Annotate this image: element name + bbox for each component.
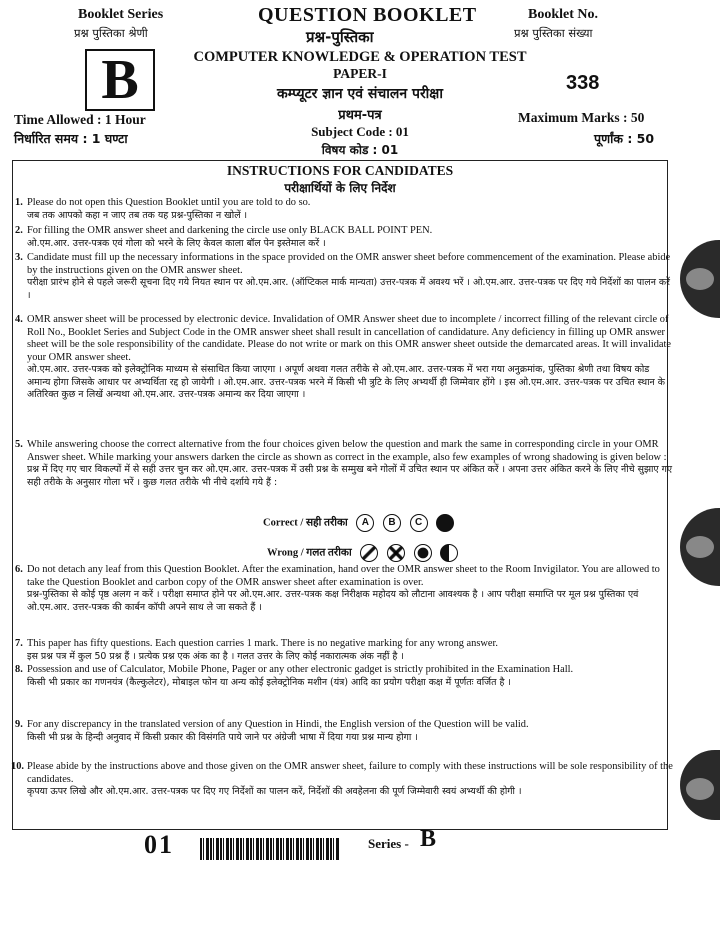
instruction-number: 5.	[15, 439, 23, 450]
barcode	[200, 838, 340, 860]
circle-option-a: A	[356, 514, 374, 532]
instruction-item	[15, 225, 673, 250]
instruction-text: While answering choose the correct alternative from the four choices given below the question and mark the same in corresponding circle in your OMR Answer sheet. While marking your answers darken the circle as shown as correct in the example, also few examples of wrong shadowing is given below :	[27, 439, 667, 463]
test-name-hindi: कम्प्यूटर ज्ञान एवं संचालन परीक्षा	[277, 86, 443, 102]
instruction-text-hindi: प्रश्न में दिए गए चार विकल्पों में से सही उत्तर चुन कर ओ.एम.आर. उत्तर-पत्रक में उसी प्रश्न के सम्मुख बने गोलों में उचित स्थान पर अंकित करें । अपना उत्तर अंकित करने के लिए नीचे सुझाए गए सही तरीके के अनुसार गोला भरें । कुछ गलत तरीके भी नीचे दर्शाये गये हैं :	[27, 464, 673, 488]
instruction-text: Possession and use of Calculator, Mobile Phone, Pager or any other electronic gadget is strictly prohibited in the Examination Hall.	[27, 664, 574, 675]
instruction-text: Do not detach any leaf from this Question Booklet. After the examination, hand over the OMR answer sheet to the Room Invigilator. You are allowed to take the Question Booklet and carbon copy of the OMR answer sheet after examination is over.	[27, 564, 660, 588]
instruction-item	[15, 439, 673, 489]
instruction-number: 4.	[15, 314, 23, 325]
maximum-marks-hindi: पूर्णांक : 50	[594, 131, 655, 146]
instruction-text-hindi: जब तक आपको कहा न जाए तब तक यह प्रश्न-पुस्तिका न खोलें ।	[27, 209, 248, 221]
instruction-text: This paper has fifty questions. Each question carries 1 mark. There is no negative marking for any wrong answer.	[27, 638, 499, 649]
test-name: COMPUTER KNOWLEDGE & OPERATION TEST	[193, 49, 527, 65]
instruction-text-hindi: परीक्षा प्रारंभ होने से पहले जरूरी सूचना दिए गये नियत स्थान पर ओ.एम.आर. (ऑप्टिकल मार्क मान्यता) उत्तर-पत्रक में अवश्य भरें । ओ.एम.आर. उत्तर-पत्रक पर दिए गये निर्देशों का पालन करें ।	[27, 277, 670, 301]
instructions-box	[11, 160, 673, 830]
confidential-seal-icon	[680, 240, 720, 318]
instruction-text-hindi: प्रश्न-पुस्तिका से कोई पृष्ठ अलग न करें । परीक्षा समाप्त होने पर ओ.एम.आर. उत्तर-पत्रक कक्ष निरीक्षक महोदय को लौटाना आवश्यक है । आप परीक्षा समाप्ति पर मूल प्रश्न पुस्तिका एवं ओ.एम.आर. उत्तर-पत्रक की कार्बन कॉपी अपने साथ ले जा सकते हैं ।	[27, 589, 639, 613]
correct-example	[263, 514, 454, 532]
booklet-no-label-hindi: प्रश्न पुस्तिका संख्या	[514, 26, 593, 40]
dotted-circle-icon	[414, 544, 432, 562]
instruction-number: 10.	[11, 761, 24, 772]
instruction-item	[15, 638, 673, 663]
booklet-number: 338	[566, 72, 600, 94]
filled-circle-icon	[436, 514, 454, 532]
instruction-text-hindi: कृपया ऊपर लिखे और ओ.एम.आर. उत्तर-पत्रक पर दिए गए निर्देशों का पालन करें, निर्देशों की अवहेलना की पूर्ण जिम्मेवारी स्वयं अभ्यर्थी की होगी ।	[27, 786, 522, 798]
instruction-number: 1.	[15, 197, 23, 208]
confidential-seal-icon	[680, 508, 720, 586]
instruction-text: Please do not open this Question Booklet until you are told to do so.	[27, 197, 311, 208]
instruction-item	[15, 664, 673, 689]
instructions-heading-hindi: परीक्षार्थियों के लिए निर्देश	[284, 181, 396, 195]
paper-number-hindi: प्रथम-पत्र	[338, 108, 382, 123]
instruction-item	[15, 314, 673, 402]
paper-number: PAPER-I	[333, 66, 387, 81]
instruction-number: 9.	[15, 719, 23, 730]
correct-example-label: Correct / सही तरीका	[263, 517, 348, 529]
instruction-text-hindi: ओ.एम.आर. उत्तर-पत्रक एवं गोला को भरने के लिए केवल काला बॉल पेन इस्तेमाल करें ।	[27, 237, 326, 249]
instruction-item	[15, 719, 673, 744]
wrong-example-label: Wrong / गलत तरीका	[267, 547, 352, 559]
maximum-marks: Maximum Marks : 50	[518, 110, 645, 125]
instruction-text-hindi: ओ.एम.आर. उत्तर-पत्रक को इलेक्ट्रोनिक माध्यम से संसाधित किया जाएगा । अपूर्ण अथवा गलत तरीके से ओ.एम.आर. उत्तर-पत्रक में भरा गया अनुक्रमांक, पुस्तिका श्रेणी तथा विषय कोड अमान्य होगा जिसके आधार पर अभ्यर्थिता रद्द हो जायेगी । ओ.एम.आर. उत्तर-पत्रक भरने में किसी भी त्रुटि के लिए अभ्यर्थी ही जिम्मेवार होंगे । इस ओ.एम.आर. उत्तर-पत्रक पर उचित स्थान के अतिरिक्त कुछ न लिखें अन्यथा ओ.एम.आर. उत्तर-पत्रक अमान्य कर दिया जाएगा ।	[27, 364, 665, 401]
booklet-title: QUESTION BOOKLET	[258, 4, 477, 26]
time-allowed: Time Allowed : 1 Hour	[14, 112, 146, 127]
instruction-number: 6.	[15, 564, 23, 575]
circle-option-b: B	[383, 514, 401, 532]
footer-series-letter: B	[420, 826, 437, 852]
booklet-series-label: Booklet Series	[78, 7, 164, 22]
footer-series-label: Series -	[368, 836, 409, 851]
booklet-no-label: Booklet No.	[528, 7, 598, 22]
confidential-seal-icon	[680, 750, 720, 820]
footer-code: 01	[144, 830, 174, 859]
instruction-number: 3.	[15, 252, 23, 263]
time-allowed-hindi: निर्धारित समय : 1 घण्टा	[14, 131, 128, 146]
instructions-heading: INSTRUCTIONS FOR CANDIDATES	[226, 163, 454, 178]
instruction-item	[15, 252, 673, 302]
instruction-text: For any discrepancy in the translated version of any Question in Hindi, the English version of the Question will be valid.	[27, 719, 529, 730]
instruction-text-hindi: किसी भी प्रकार का गणनयंत्र (कैल्कुलेटर), मोबाइल फोन या अन्य कोई इलेक्ट्रोनिक मशीन (यंत्र) आदि का प्रयोग परीक्षा कक्ष में पूर्णतः वर्जित है ।	[27, 676, 511, 688]
instruction-item	[15, 564, 673, 614]
instruction-text-hindi: किसी भी प्रश्न के हिन्दी अनुवाद में किसी प्रकार की विसंगति पाये जाने पर अंग्रेजी भाषा में दिया गया प्रश्न मान्य होगा ।	[27, 731, 418, 743]
half-filled-circle-icon	[440, 544, 458, 562]
instruction-text: For filling the OMR answer sheet and darkening the circle use only BLACK BALL POINT PEN.	[27, 225, 433, 236]
circle-option-c: C	[410, 514, 428, 532]
subject-code-hindi: विषय कोड : 01	[321, 143, 399, 157]
crossed-circle-icon	[387, 544, 405, 562]
wrong-example	[267, 544, 458, 562]
booklet-series-label-hindi: प्रश्न पुस्तिका श्रेणी	[74, 26, 148, 40]
instruction-text-hindi: इस प्रश्न पत्र में कुल 50 प्रश्न हैं । प्रत्येक प्रश्न एक अंक का है । गलत उत्तर के लिए कोई नकारात्मक अंक नहीं है ।	[27, 650, 404, 662]
instruction-text: Please abide by the instructions above and those given on the OMR answer sheet, failure to comply with these instructions will be sole responsibility of the candidates.	[27, 761, 673, 785]
slashed-circle-icon	[360, 544, 378, 562]
booklet-title-hindi: प्रश्न-पुस्तिका	[306, 28, 374, 46]
subject-code: Subject Code : 01	[311, 124, 409, 139]
instruction-number: 7.	[15, 638, 23, 649]
instruction-item	[11, 761, 673, 799]
instruction-item	[15, 197, 673, 222]
instruction-text: Candidate must fill up the necessary informations in the space provided on the OMR answer sheet before commencement of the examination. Please abide by the instructions given on the OMR answer sheet.	[27, 252, 671, 276]
instruction-number: 2.	[15, 225, 23, 236]
instruction-number: 8.	[15, 664, 23, 675]
series-letter-box: B	[85, 49, 155, 111]
instruction-text: OMR answer sheet will be processed by electronic device. Invalidation of OMR Answer sheet due to incomplete / incorrect filling of the relevant circle of Roll No., Booklet Series and Subject Code in the OMR answer sheet shall result in cancellation of candidature. Any deficiency in filling up OMR answer sheet will be the sole responsibility of the candidate. Please do not write or mark on this OMR answer sheet outside the demarcated areas. It will invalidate your OMR answer sheet.	[27, 314, 672, 363]
